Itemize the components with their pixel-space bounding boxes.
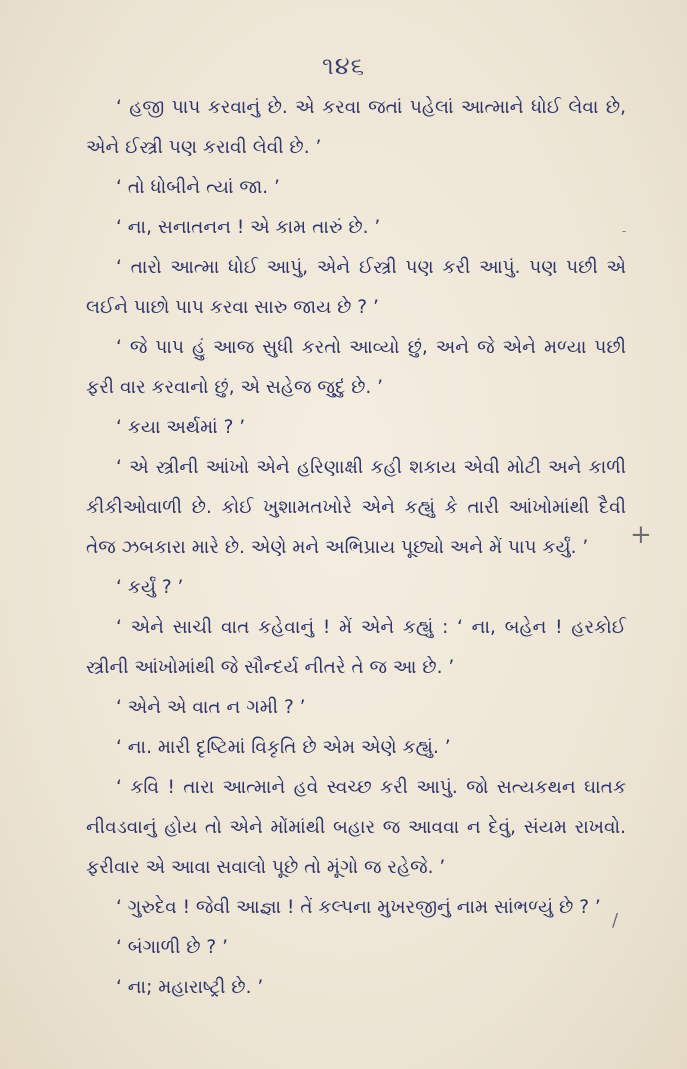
paragraph-4: ‘ તારો આત્મા ધોઈ આપું, એને ઈસ્ત્રી પણ કરી આપું. પણ પછી એ લઈને પાછો પાપ કરવા સારુ જાય છે ? ’ <box>86 257 626 318</box>
paragraph-3: ‘ ના, સનાતનન ! એ કામ તારું છે. ’ <box>116 217 381 238</box>
paragraph-7: ‘ એ સ્ત્રીની આંખો એને હરિણાક્ષી કહી શકાય એવી મોટી અને કાળી કીકીઓવાળી છે. કોઈ ખુશામતખોરે એને કહ્યું કે તારી આંખોમાંથી દૈવી તેજ ઝબકારા મારે છે. એણે મને અભિપ્રાય પૂછ્યો અને મેં પાપ કર્યું. ’ <box>86 457 626 558</box>
paragraph-10: ‘ એને એ વાત ન ગમી ? ’ <box>116 697 306 718</box>
margin-pencil-mark: - <box>622 224 627 238</box>
paragraph-8: ‘ કર્યું ? ’ <box>116 577 184 598</box>
paragraph-9: ‘ એને સાચી વાત કહેવાનું ! મેં એને કહ્યું : ‘ ના, બહેન ! હરકોઈ સ્ત્રીની આંખોમાંથી જે સૌન્દર્ય નીતરે તે જ આ છે. ’ <box>86 617 626 678</box>
page-body-text <box>86 88 626 1008</box>
page-number: ૧૪૬ <box>321 52 366 80</box>
paragraph-13: ‘ ગુરુદેવ ! જેવી આજ્ઞા ! તેં કલ્પના મુખરજીનું નામ સાંભળ્યું છે ? ’ <box>116 897 601 918</box>
paragraph-1: ‘ હજી પાપ કરવાનું છે. એ કરવા જતાં પહેલાં આત્માને ધોઈ લેવા છે, એને ઈસ્ત્રી પણ કરાવી લેવી છે. ’ <box>86 97 626 158</box>
paragraph-11: ‘ ના. મારી દૃષ્ટિમાં વિકૃતિ છે એમ એણે કહ્યું. ’ <box>116 737 451 758</box>
margin-pencil-mark: / <box>612 910 619 931</box>
paragraph-14: ‘ બંગાળી છે ? ’ <box>116 937 229 958</box>
margin-pencil-mark: + <box>630 520 652 550</box>
paragraph-2: ‘ તો ધોબીને ત્યાં જા. ’ <box>116 177 280 198</box>
paragraph-5: ‘ જે પાપ હું આજ સુધી કરતો આવ્યો છું, અને જે એને મળ્યા પછી ફરી વાર કરવાનો છું, એ સહેજ જુદું છે. ’ <box>86 337 626 398</box>
paragraph-15: ‘ ના; મહારાષ્ટ્રી છે. ’ <box>116 977 264 998</box>
paragraph-12: ‘ કવિ ! તારા આત્માને હવે સ્વચ્છ કરી આપું. જો સત્યકથન ઘાતક નીવડવાનું હોય તો એને મોંમાંથી બહાર જ આવવા ન દેવું, સંયમ રાખવો. ફરીવાર એ આવા સવાલો પૂછે તો મૂંગો જ રહેજે. ’ <box>86 777 626 878</box>
paragraph-6: ‘ કયા અર્થમાં ? ’ <box>116 417 246 438</box>
